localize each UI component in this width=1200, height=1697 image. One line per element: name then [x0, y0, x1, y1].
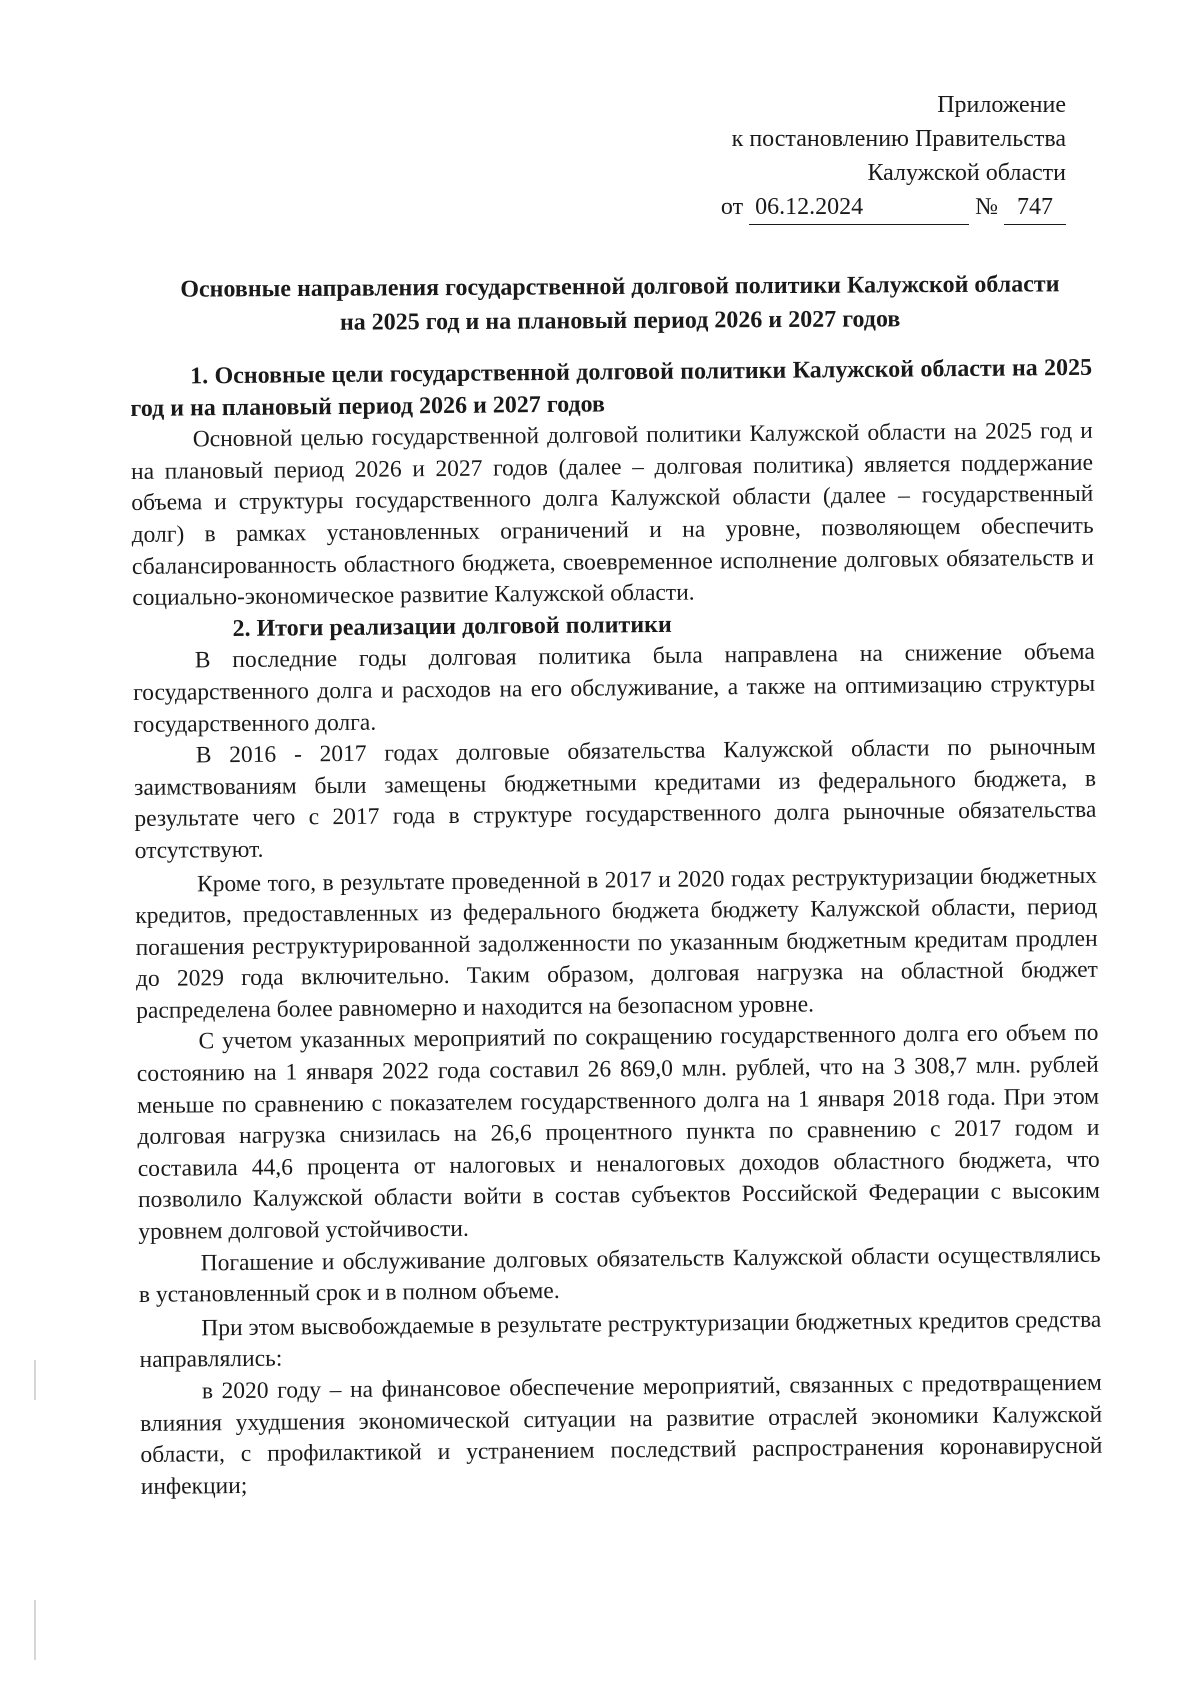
- scan-margin-mark: [34, 1600, 36, 1660]
- section-1-paragraph: Основной целью государственной долговой политики Калужской области на 2025 год и на плановый период 2026 и 2027 годов (далее – долговая политика) является поддержание объема и структуры государственного долга Калужской области (далее – государственный долг) в рамках установленных ограничений и на уровне, позволяющем обеспечить сбалансированность областного бюджета, своевременное исполнение долговых обязательств и социально-экономическое развитие Калужской области.: [130, 417, 1095, 612]
- annex-title: Приложение: [937, 92, 1066, 118]
- section-2-paragraph-4: С учетом указанных мероприятий по сокращению государственного долга его объем по состоянию на 1 января 2022 года составил 26 869,0 млн. рублей, что на 3 308,7 млн. рублей меньше по сравнению с показателем государственного долга на 1 января 2018 года. При этом долговая нагрузка снизилась на 26,6 процентного пункта по сравнению с 2017 годом и составила 44,6 процента от налоговых и неналоговых доходов областного бюджета, что позволило Калужской области войти в состав субъектов Российской Федерации с высоким уровнем долговой устойчивости.: [136, 1020, 1101, 1245]
- section-2-paragraph-5: Погашение и обслуживание долговых обязательств Калужской области осуществлялись в установленный срок и в полном объеме.: [138, 1241, 1101, 1309]
- annex-block: [721, 88, 1066, 225]
- annex-resolution: к постановлению Правительства: [731, 126, 1066, 152]
- title-line-1: Основные направления государственной долговой политики Калужской области: [180, 271, 1060, 303]
- section-2-paragraph-3: Кроме того, в результате проведенной в 2017 и 2020 годах реструктуризации бюджетных кредитов, предоставленных из федерального бюджета бюджету Калужской области, период погашения реструктурированной задолженности по указанным бюджетным кредитам продлен до 2029 года включительно. Таким образом, долговая нагрузка на областной бюджет распределена более равномерно и находится на безопасном уровне.: [135, 862, 1099, 1024]
- resolution-number: 747: [1004, 190, 1066, 225]
- title-line-2: на 2025 год и на плановый период 2026 и 2027 годов: [339, 306, 901, 336]
- section-2-heading: 2. Итоги реализации долговой политики: [232, 611, 672, 642]
- date-prefix: от: [720, 194, 744, 220]
- resolution-date: 06.12.2024: [749, 190, 969, 225]
- annex-date-line: [721, 190, 1066, 225]
- section-2-paragraph-2: В 2016 - 2017 годах долговые обязательства Калужской области по рыночным заимствованиям были замещены бюджетными кредитами из федерального бюджета, в результате чего с 2017 года в структуре государственного долга рыночные обязательства отсутствуют.: [133, 733, 1097, 864]
- section-2-paragraph-6: При этом высвобождаемые в результате реструктуризации бюджетных кредитов средства направлялись:: [139, 1306, 1102, 1374]
- document-title: [140, 267, 1100, 341]
- section-2-paragraph-7: в 2020 году – на финансовое обеспечение мероприятий, связанных с предотвращением влияния ухудшения экономической ситуации на развитие отраслей экономики Калужской области, с профилактикой и устранением последствий распространения коронавирусной инфекции;: [140, 1369, 1103, 1500]
- document-body: [130, 353, 1103, 1504]
- section-2-paragraph-1: В последние годы долговая политика была направлена на снижение объема государственного долга и расходов на его обслуживание, а также на оптимизацию структуры государственного долга.: [133, 639, 1096, 738]
- number-prefix: №: [975, 194, 998, 220]
- section-1-heading: 1. Основные цели государственной долговой политики Калужской области на 2025 год и на плановый период 2026 и 2027 годов: [130, 354, 1093, 422]
- scan-margin-mark: [34, 1360, 36, 1400]
- annex-region: Калужской области: [867, 160, 1066, 186]
